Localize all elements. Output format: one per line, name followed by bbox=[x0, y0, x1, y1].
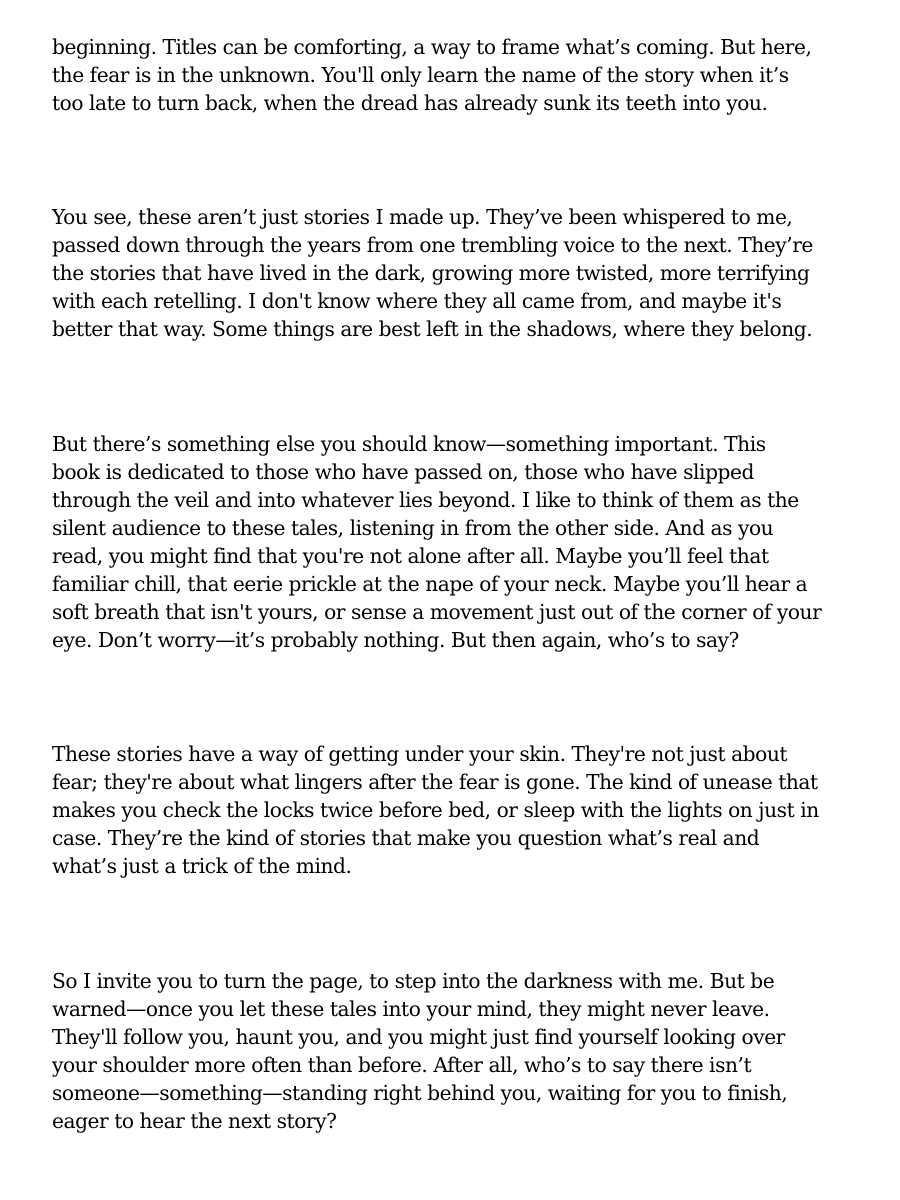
text-line: eye. Don’t worry—it’s probably nothing. But then again, who’s to say? bbox=[52, 628, 739, 652]
text-line: the stories that have lived in the dark, growing more twisted, more terrifying bbox=[52, 261, 810, 285]
text-line: familiar chill, that eerie prickle at the nape of your neck. Maybe you’ll hear a bbox=[52, 572, 808, 596]
text-line: better that way. Some things are best left in the shadows, where they belong. bbox=[52, 317, 813, 341]
text-line: soft breath that isn't yours, or sense a movement just out of the corner of your bbox=[52, 600, 822, 624]
text-line: makes you check the locks twice before bed, or sleep with the lights on just in bbox=[52, 798, 819, 822]
text-line: through the veil and into whatever lies beyond. I like to think of them as the bbox=[52, 488, 799, 512]
paragraph-4 bbox=[52, 740, 852, 880]
text-line: So I invite you to turn the page, to step into the darkness with me. But be bbox=[52, 969, 775, 993]
text-line: case. They’re the kind of stories that make you question what’s real and bbox=[52, 826, 760, 850]
text-line: what’s just a trick of the mind. bbox=[52, 854, 352, 878]
text-line: But there’s something else you should know—something important. This bbox=[52, 432, 766, 456]
paragraph-3 bbox=[52, 430, 852, 654]
text-line: eager to hear the next story? bbox=[52, 1109, 337, 1133]
text-line: passed down through the years from one trembling voice to the next. They’re bbox=[52, 233, 813, 257]
text-line: book is dedicated to those who have passed on, those who have slipped bbox=[52, 460, 754, 484]
text-line: someone—something—standing right behind you, waiting for you to finish, bbox=[52, 1081, 788, 1105]
text-line: warned—once you let these tales into your mind, they might never leave. bbox=[52, 997, 770, 1021]
paragraph-2 bbox=[52, 203, 852, 343]
text-line: They'll follow you, haunt you, and you might just find yourself looking over bbox=[52, 1025, 785, 1049]
text-line: silent audience to these tales, listening in from the other side. And as you bbox=[52, 516, 774, 540]
text-line: the fear is in the unknown. You'll only learn the name of the story when it’s bbox=[52, 63, 789, 87]
text-line: You see, these aren’t just stories I made up. They’ve been whispered to me, bbox=[52, 205, 793, 229]
paragraph-5 bbox=[52, 967, 852, 1135]
paragraph-1 bbox=[52, 33, 852, 117]
text-line: beginning. Titles can be comforting, a way to frame what’s coming. But here, bbox=[52, 35, 812, 59]
text-line: with each retelling. I don't know where they all came from, and maybe it's bbox=[52, 289, 782, 313]
text-line: your shoulder more often than before. After all, who’s to say there isn’t bbox=[52, 1053, 752, 1077]
text-line: read, you might find that you're not alone after all. Maybe you’ll feel that bbox=[52, 544, 769, 568]
text-line: These stories have a way of getting under your skin. They're not just about bbox=[52, 742, 788, 766]
text-line: fear; they're about what lingers after the fear is gone. The kind of unease that bbox=[52, 770, 818, 794]
text-line: too late to turn back, when the dread has already sunk its teeth into you. bbox=[52, 91, 768, 115]
